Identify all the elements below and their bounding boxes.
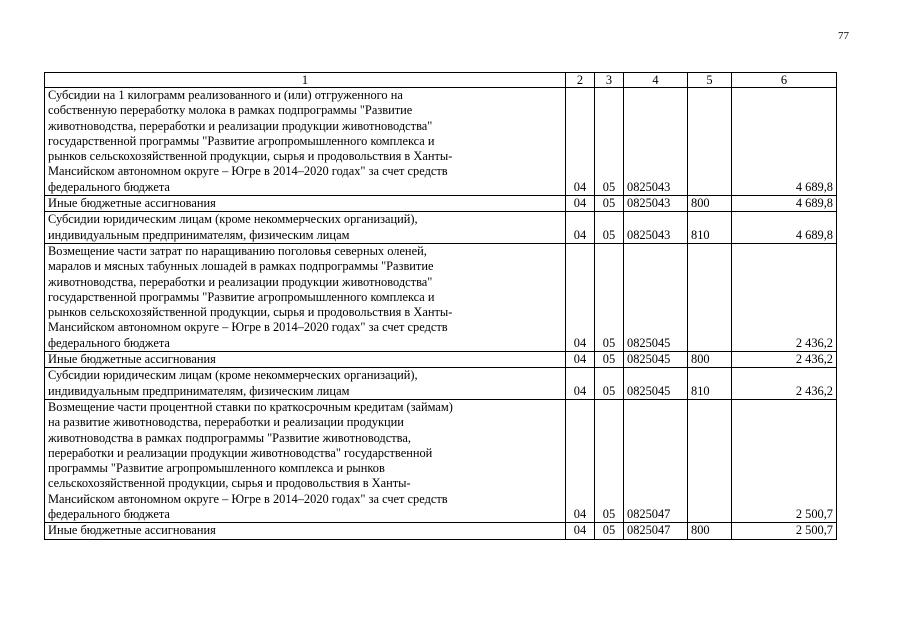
row-description: Иные бюджетные ассигнования <box>45 523 566 539</box>
row-subsection: 05 <box>595 88 624 196</box>
row-amount: 2 500,7 <box>732 523 837 539</box>
row-expense-type: 810 <box>688 368 732 400</box>
row-amount: 2 436,2 <box>732 243 837 351</box>
row-amount: 4 689,8 <box>732 212 837 244</box>
table-row <box>45 212 837 244</box>
table-row <box>45 243 837 351</box>
column-header: 2 <box>566 73 595 88</box>
row-subsection: 05 <box>595 243 624 351</box>
page-number: 77 <box>838 30 849 42</box>
row-target-code: 0825045 <box>624 352 688 368</box>
row-expense-type: 810 <box>688 212 732 244</box>
row-expense-type <box>688 399 732 522</box>
table-row <box>45 352 837 368</box>
table-row <box>45 368 837 400</box>
row-description: Возмещение части процентной ставки по краткосрочным кредитам (займам) на развитие животноводства, переработки и реализации продукции животноводства в рамках подпрограммы "Развитие животноводства, переработки и реализации продукции животноводства" государственной программы "Развитие агропромышленного комплекса и рынков сельскохозяйственной продукции, сырья и продовольствия в Ханты- Мансийском автономном округе – Югре в 2014–2020 годах" за счет средств федерального бюджета <box>45 399 566 522</box>
row-target-code: 0825043 <box>624 196 688 212</box>
row-expense-type: 800 <box>688 196 732 212</box>
row-target-code: 0825043 <box>624 88 688 196</box>
row-amount: 4 689,8 <box>732 88 837 196</box>
table-row <box>45 523 837 539</box>
row-description: Субсидии юридическим лицам (кроме некоммерческих организаций), индивидуальным предпринимателям, физическим лицам <box>45 212 566 244</box>
budget-table <box>44 72 837 540</box>
row-target-code: 0825043 <box>624 212 688 244</box>
row-subsection: 05 <box>595 399 624 522</box>
row-section: 04 <box>566 212 595 244</box>
table-row <box>45 196 837 212</box>
row-target-code: 0825047 <box>624 523 688 539</box>
row-expense-type <box>688 88 732 196</box>
row-subsection: 05 <box>595 523 624 539</box>
row-target-code: 0825047 <box>624 399 688 522</box>
row-amount: 2 500,7 <box>732 399 837 522</box>
row-expense-type <box>688 243 732 351</box>
row-section: 04 <box>566 196 595 212</box>
row-section: 04 <box>566 523 595 539</box>
table-row <box>45 399 837 522</box>
row-section: 04 <box>566 352 595 368</box>
row-section: 04 <box>566 399 595 522</box>
column-header: 1 <box>45 73 566 88</box>
row-amount: 2 436,2 <box>732 352 837 368</box>
table-header-row <box>45 73 837 88</box>
row-subsection: 05 <box>595 368 624 400</box>
row-description: Субсидии юридическим лицам (кроме некоммерческих организаций), индивидуальным предпринимателям, физическим лицам <box>45 368 566 400</box>
row-subsection: 05 <box>595 352 624 368</box>
row-subsection: 05 <box>595 212 624 244</box>
row-section: 04 <box>566 243 595 351</box>
row-subsection: 05 <box>595 196 624 212</box>
row-description: Возмещение части затрат по наращиванию поголовья северных оленей, маралов и мясных табунных лошадей в рамках подпрограммы "Развитие животноводства, переработки и реализации продукции животноводства" государственной программы "Развитие агропромышленного комплекса и рынков сельскохозяйственной продукции, сырья и продовольствия в Ханты- Мансийском автономном округе – Югре в 2014–2020 годах" за счет средств федерального бюджета <box>45 243 566 351</box>
row-target-code: 0825045 <box>624 243 688 351</box>
row-section: 04 <box>566 368 595 400</box>
row-expense-type: 800 <box>688 352 732 368</box>
row-description: Субсидии на 1 килограмм реализованного и (или) отгруженного на собственную переработку молока в рамках подпрограммы "Развитие животноводства, переработки и реализации продукции животноводства" государственной программы "Развитие агропромышленного комплекса и рынков сельскохозяйственной продукции, сырья и продовольствия в Ханты- Мансийском автономном округе – Югре в 2014–2020 годах" за счет средств федерального бюджета <box>45 88 566 196</box>
column-header: 4 <box>624 73 688 88</box>
row-description: Иные бюджетные ассигнования <box>45 352 566 368</box>
row-amount: 2 436,2 <box>732 368 837 400</box>
row-description: Иные бюджетные ассигнования <box>45 196 566 212</box>
row-section: 04 <box>566 88 595 196</box>
row-amount: 4 689,8 <box>732 196 837 212</box>
row-expense-type: 800 <box>688 523 732 539</box>
column-header: 3 <box>595 73 624 88</box>
table-row <box>45 88 837 196</box>
column-header: 6 <box>732 73 837 88</box>
row-target-code: 0825045 <box>624 368 688 400</box>
column-header: 5 <box>688 73 732 88</box>
